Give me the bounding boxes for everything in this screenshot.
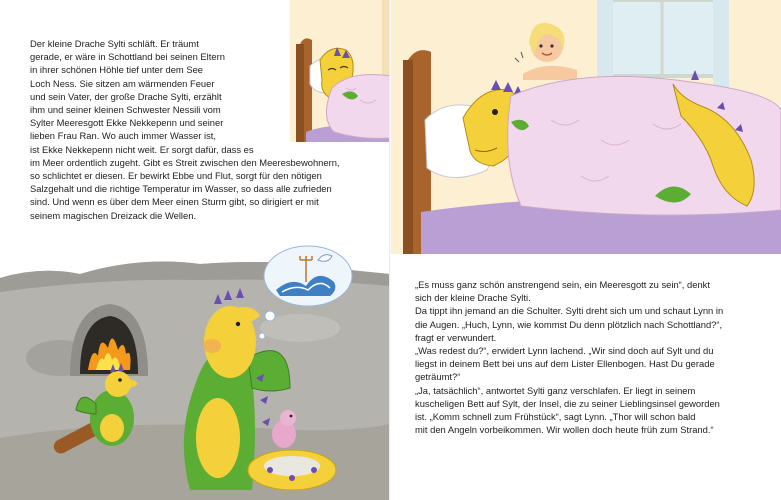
story-line: seinem magischen Dreizack die Wellen. (30, 209, 197, 221)
dragon-family-cave-illustration (0, 238, 390, 500)
left-story-text (30, 37, 370, 222)
story-line: mit den Angeln vorbeikommen. Wir wollen doch heute früh zum Strand.“ (415, 424, 714, 436)
story-line: Salzgehalt und die richtige Temperatur im Wasser, so dass alle zufrieden (30, 183, 332, 195)
story-line: liegst in deinem Bett bei uns auf dem Lister Ellenbogen. Hast Du gerade (415, 358, 715, 370)
story-line: „Es muss ganz schön anstrengend sein, ein Meeresgott zu sein“, denkt (415, 279, 710, 290)
story-line: in ihrer schönen Höhle tief unter dem See (30, 64, 204, 76)
right-story-text (415, 278, 767, 436)
story-line: sich der kleine Drache Sylti. (415, 292, 531, 304)
story-line: ist. „Komm schnell zum Frühstück“, sagt Lynn. „Thor will schon bald (415, 411, 696, 423)
story-line: und sein Vater, der große Drache Sylti, erzählt (30, 90, 222, 102)
story-line: ist Ekke Nekkepenn nicht weit. Er sorgt dafür, dass es (30, 143, 254, 155)
lynn-bed-scene-illustration (391, 0, 781, 254)
story-line: „Ja, tatsächlich“, antwortet Sylti ganz verschlafen. Er liegt in seinem (415, 384, 696, 396)
story-line: Der kleine Drache Sylti schläft. Er träumt (30, 38, 199, 49)
sea-god-dream-bubble-icon (264, 246, 352, 306)
story-line: fragt er verwundert. (415, 331, 497, 343)
story-line: lieben Frau Ran. Wo auch immer Wasser ist, (30, 130, 216, 142)
story-line: kuscheligen Bett auf Sylt, der Insel, die zu seiner Lieblingsinsel geworden (415, 397, 720, 409)
story-line: so schlichtet er diesen. Er bewirkt Ebbe und Flut, sorgt für den nötigen (30, 170, 322, 182)
left-page (0, 0, 390, 500)
story-line: gerade, er wäre in Schottland bei seinen Eltern (30, 51, 225, 63)
story-line: Sylter Meeresgott Ekke Nekkepenn und seiner (30, 117, 224, 129)
story-line: Da tippt ihn jemand an die Schulter. Sylti dreht sich um und schaut Lynn in (415, 305, 724, 317)
story-line: sind. Und wenn es über dem Meer einen Sturm gibt, so dirigiert er mit (30, 196, 319, 208)
story-line: die Augen. „Huch, Lynn, wie kommst Du denn plötzlich nach Schottland?“, (415, 318, 723, 330)
story-line: im Meer ordentlich zugeht. Gibt es Streit zwischen den Meeresbewohnern, (30, 156, 340, 168)
story-line: „Was redest du?“, erwidert Lynn lachend. „Wir sind doch auf Sylt und du (415, 345, 714, 357)
right-page (391, 0, 781, 500)
story-line: Loch Ness. Sie sitzen am wärmenden Feuer (30, 77, 215, 89)
story-line: ihm und seiner kleinen Schwester Nessili vom (30, 104, 221, 116)
story-line: geträumt?“ (415, 371, 461, 383)
